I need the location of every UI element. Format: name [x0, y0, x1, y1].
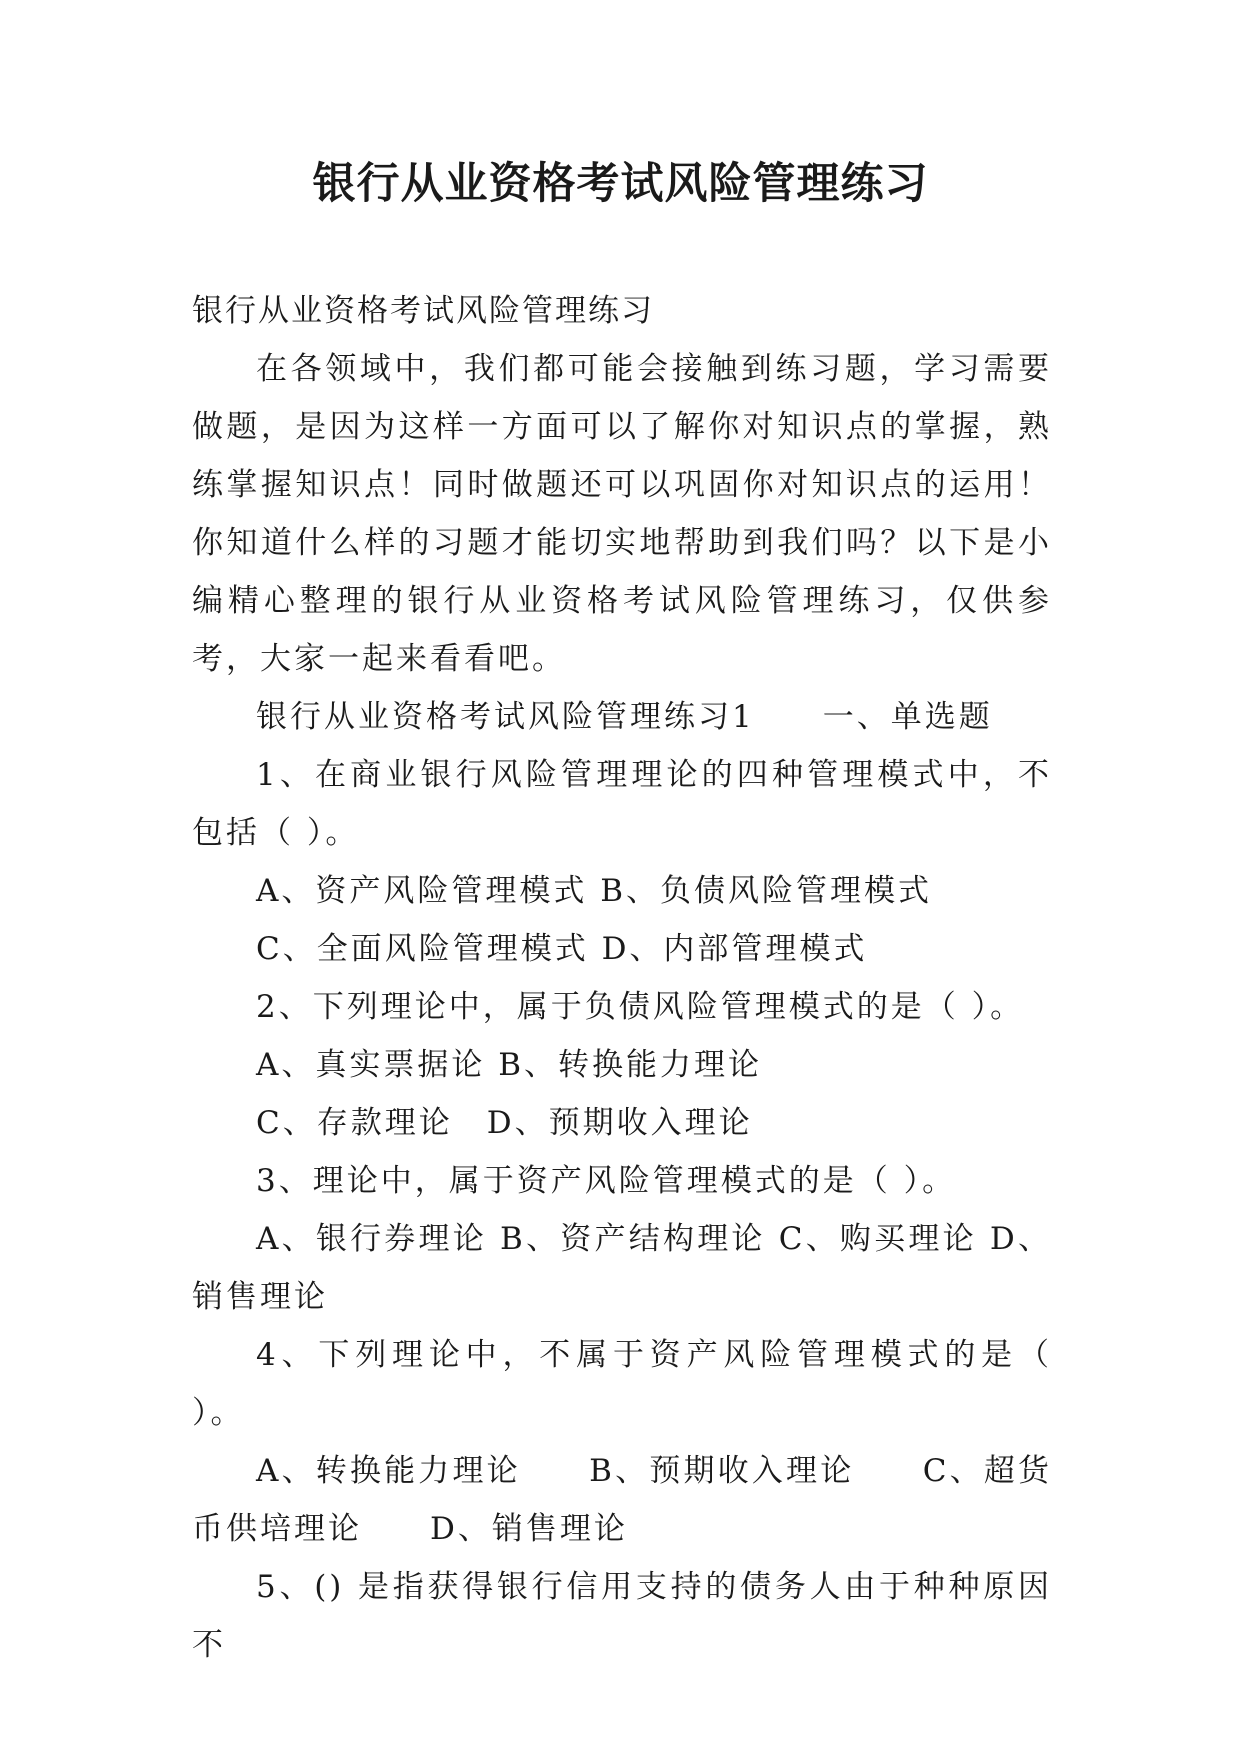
question-1-options-ab: A、资产风险管理模式 B、负债风险管理模式 [256, 873, 933, 909]
section-heading: 银行从业资格考试风险管理练习1 一、单选题 [256, 699, 993, 735]
question-3-options: A、银行券理论 B、资产结构理论 C、购买理论 D、销售理论 [192, 1221, 1052, 1315]
document-title: 银行从业资格考试风险管理练习 [312, 159, 929, 209]
question-2-options-cd: C、存款理论 D、预期收入理论 [256, 1105, 753, 1141]
question-4: 4、下列理论中，不属于资产风险管理模式的是（ ）。 [192, 1337, 1052, 1431]
question-2: 2、下列理论中，属于负债风险管理模式的是（ ）。 [256, 989, 1025, 1025]
question-2-options-ab: A、真实票据论 B、转换能力理论 [256, 1047, 763, 1083]
document-subtitle: 银行从业资格考试风险管理练习 [192, 293, 654, 329]
question-1-options-cd: C、全面风险管理模式 D、内部管理模式 [256, 931, 868, 967]
question-3: 3、理论中，属于资产风险管理模式的是（ ）。 [256, 1163, 957, 1199]
document-body [192, 282, 1052, 1674]
intro-paragraph: 在各领域中，我们都可能会接触到练习题，学习需要做题，是因为这样一方面可以了解你对知识点的掌握，熟练掌握知识点！同时做题还可以巩固你对知识点的运用！你知道什么样的习题才能切实地帮助到我们吗？以下是小编精心整理的银行从业资格考试风险管理练习，仅供参考，大家一起来看看吧。 [192, 351, 1052, 677]
question-4-options: A、转换能力理论 B、预期收入理论 C、超货币供培理论 D、销售理论 [192, 1453, 1052, 1547]
question-5: 5、() 是指获得银行信用支持的债务人由于种种原因不 [192, 1569, 1052, 1663]
question-1: 1、在商业银行风险管理理论的四种管理模式中，不包括（ ）。 [192, 757, 1052, 851]
